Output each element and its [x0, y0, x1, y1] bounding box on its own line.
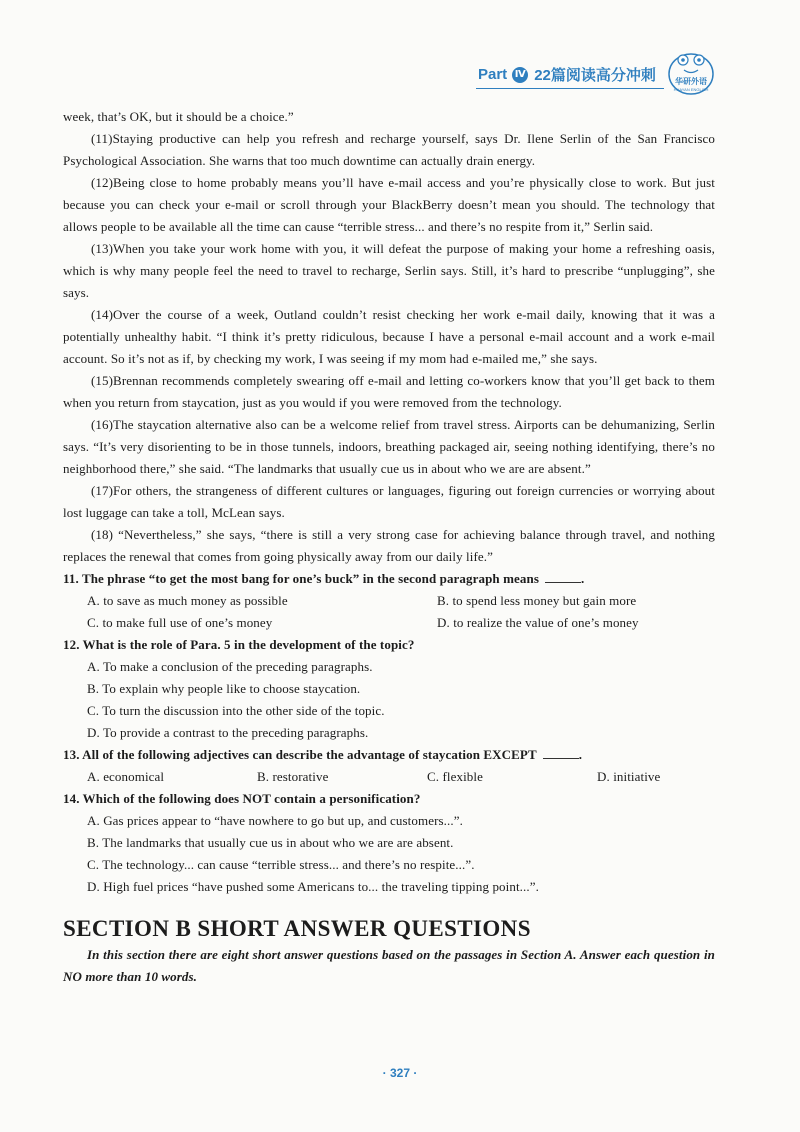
- passage-paragraph: (13)When you take your work home with you, it will defeat the purpose of making your home a refreshing oasis, which is why many people feel the need to travel to recharge, Serlin says. Still, it’s hard to prescribe “unplugging”, she says.: [63, 241, 715, 300]
- page-number: · 327 ·: [382, 1066, 418, 1080]
- part-label: Part: [478, 66, 508, 83]
- publisher-logo: [666, 50, 716, 96]
- option-row: [63, 590, 715, 612]
- passage-paragraph: (14)Over the course of a week, Outland couldn’t resist checking her work e-mail daily, knowing that it was a potentially unhealthy habit. “I think it’s pretty ridiculous, because I have a personal e-mail account and a work e-mail account. So it’s not as if, by checking my work, I was seeing if my mom had e-mailed me,” she says.: [63, 307, 715, 366]
- option-a: A. Gas prices appear to “have nowhere to go but up, and customers...”.: [87, 813, 463, 828]
- option-c: C. The technology... can cause “terrible stress... and there’s no respite...”.: [87, 857, 475, 872]
- question-stem: [63, 744, 715, 766]
- passage-paragraph: (11)Staying productive can help you refresh and recharge yourself, says Dr. Ilene Serlin of the San Francisco Psychological Association. She warns that too much downtime can actually drain energy.: [63, 131, 715, 168]
- question-stem: 12. What is the role of Para. 5 in the development of the topic?: [63, 637, 415, 652]
- passage-paragraph: (18) “Nevertheless,” she says, “there is still a very strong case for achieving balance through travel, and nothing replaces the renewal that comes from going physically away from our daily life.”: [63, 527, 715, 564]
- option-b: B. The landmarks that usually cue us in about who we are are absent.: [87, 835, 454, 850]
- header-rule: [476, 88, 664, 89]
- question-stem-end: .: [581, 571, 585, 586]
- passage-paragraph: (15)Brennan recommends completely swearing off e-mail and letting co-workers know that you’ll get back to them when you return from staycation, just as you would if you were removed from the technology.: [63, 373, 715, 410]
- question-stem: [63, 568, 715, 590]
- question-stem-text: 13. All of the following adjectives can describe the advantage of staycation EXCEPT: [63, 747, 537, 762]
- logo-subtext: HUAYAN ENGLISH: [673, 87, 709, 92]
- page-content: [63, 106, 715, 988]
- option-b: B. to spend less money but gain more: [437, 593, 637, 608]
- passage-paragraph: (17)For others, the strangeness of different cultures or languages, figuring out foreign currencies or worrying about lost luggage can take a toll, McLean says.: [63, 483, 715, 520]
- passage-paragraph: (16)The staycation alternative also can be a welcome relief from travel stress. Airports can be dehumanizing, Serlin says. “It’s very disorienting to be in those tunnels, indoors, breathing packaged air, seeing nothing identifying, there’s no neighborhood there,” she said. “The landmarks that usually cue us in about who we are are absent.”: [63, 417, 715, 476]
- page-header: [0, 0, 800, 100]
- option-row: [63, 612, 715, 634]
- option-a: A. To make a conclusion of the preceding paragraphs.: [87, 659, 373, 674]
- question-stem-text: 11. The phrase “to get the most bang for one’s buck” in the second paragraph means: [63, 571, 539, 586]
- part-number-badge: Ⅳ: [512, 67, 528, 83]
- option-a: A. to save as much money as possible: [87, 593, 288, 608]
- option-c: C. to make full use of one’s money: [87, 615, 273, 630]
- question-11: [63, 568, 715, 634]
- option-d: D. to realize the value of one’s money: [437, 615, 639, 630]
- question-14: [63, 788, 715, 898]
- option-a: A. economical: [87, 769, 165, 784]
- option-d: D. High fuel prices “have pushed some Americans to... the traveling tipping point...”.: [87, 879, 539, 894]
- question-stem: 14. Which of the following does NOT contain a personification?: [63, 791, 421, 806]
- section-b-instructions: In this section there are eight short answer questions based on the passages in Section A. Answer each question in NO more than 10 words.: [63, 947, 715, 984]
- question-stem-end: .: [578, 747, 583, 762]
- option-d: D. To provide a contrast to the preceding paragraphs.: [87, 725, 369, 740]
- series-name: 22篇阅读高分冲刺: [534, 67, 656, 84]
- option-row: [63, 766, 715, 788]
- answer-blank: [543, 746, 579, 759]
- section-b-title: SECTION B SHORT ANSWER QUESTIONS: [63, 916, 531, 941]
- passage-paragraph: week, that’s OK, but it should be a choice.”: [63, 109, 294, 124]
- option-c: C. flexible: [427, 769, 483, 784]
- option-b: B. restorative: [257, 769, 329, 784]
- option-d: D. initiative: [597, 769, 661, 784]
- question-13: [63, 744, 715, 788]
- question-12: [63, 634, 715, 744]
- passage-paragraph: (12)Being close to home probably means you’ll have e-mail access and you’re physically close to work. But just because you can check your e-mail or scroll through your BlackBerry doesn’t mean you should. The technology that allows people to be available all the time can cause “terrible stress... and there’s no respite from it,” Serlin said.: [63, 175, 715, 234]
- logo-text: 华研外语: [675, 77, 707, 86]
- answer-blank: [545, 570, 581, 583]
- option-c: C. To turn the discussion into the other side of the topic.: [87, 703, 385, 718]
- series-title: [478, 64, 656, 85]
- option-b: B. To explain why people like to choose staycation.: [87, 681, 361, 696]
